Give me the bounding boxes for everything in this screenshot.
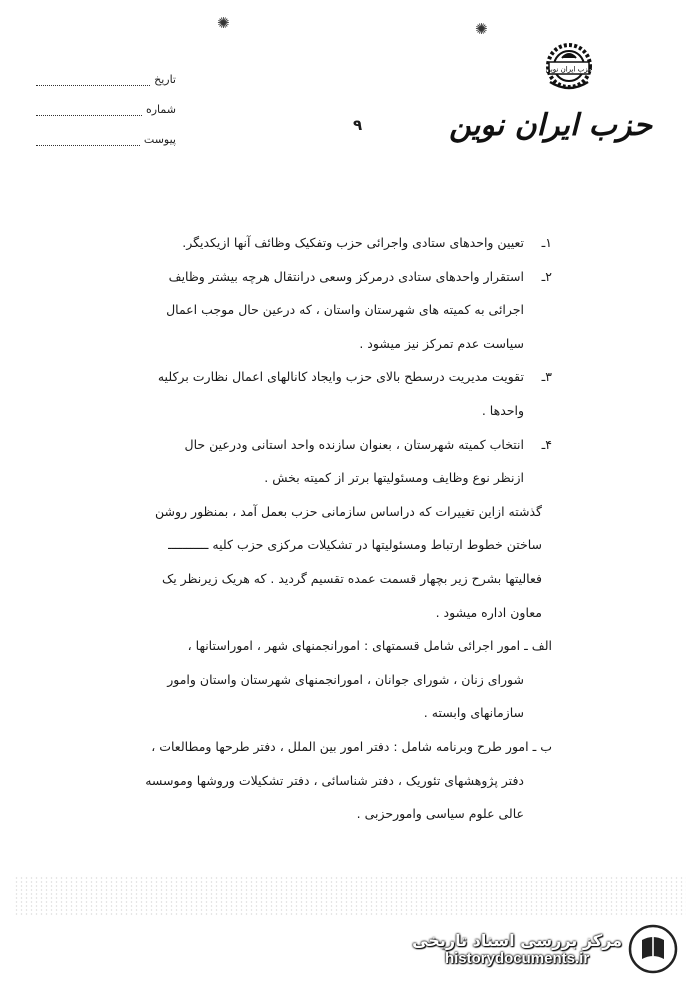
watermark-url: historydocuments.ir xyxy=(444,950,590,967)
text-line: اجرائی به کمیته های شهرستان واستان ، که درعین حال موجب اعمال xyxy=(166,302,524,318)
text-line: شورای زنان ، شورای جوانان ، امورانجمنهای شهرستان واستان وامور xyxy=(167,671,524,687)
text-line: الف ـامور اجرائی شامل قسمتهای : امورانجمنهای شهر ، اموراستانها ، xyxy=(187,638,552,654)
ink-mark-icon: ✺ xyxy=(475,20,488,38)
text-line: سازمانهای وابسته . xyxy=(423,705,524,721)
text-line: ۲ـاستقرار واحدهای ستادی درمرکز وسعی درانتقال هرچه بیشتر وظایف xyxy=(168,268,552,284)
text-line: دفتر پژوهشهای تئوریک ، دفتر شناسائی ، دفتر تشکیلات وروشها وموسسه xyxy=(145,772,524,788)
text-line: سیاست عدم تمرکز نیز میشود . xyxy=(359,335,524,351)
document-body xyxy=(132,226,552,831)
number-label: شماره xyxy=(145,103,176,116)
text-line: واحدها . xyxy=(481,402,524,418)
date-field xyxy=(36,56,176,86)
party-emblem-icon xyxy=(540,42,598,96)
attachment-field xyxy=(36,116,176,146)
text-line: ۱ـتعیین واحدهای ستادی واجرائی حزب وتفکیک وظائف آنها ازیکدیگر. xyxy=(182,235,552,250)
date-label: تاریخ xyxy=(154,73,176,86)
text-line: ساختن خطوط ارتباط ومسئولیتها در تشکیلات مرکزی حزب کلیه ـــــــــــ xyxy=(168,537,542,553)
text-line: فعالیتها بشرح زیر بچهار قسمت عمده تقسیم گردید . که هریک زیرنظر یک xyxy=(162,570,542,586)
text-line: گذشته ازاین تغییرات که دراساس سازمانی حزب بعمل آمد ، بمنظور روشن xyxy=(155,503,542,519)
page-number: ۹ xyxy=(353,116,363,134)
scan-noise xyxy=(14,876,686,916)
text-line: معاون اداره میشود . xyxy=(435,604,542,620)
watermark-title: مرکز بررسی اسناد تاریخی xyxy=(412,931,622,950)
header-fields xyxy=(36,56,176,146)
watermark xyxy=(412,922,678,976)
party-name-logo: حزب ایران نوین xyxy=(449,108,652,143)
text-line: ازنظر نوع وظایف ومسئولیتها برتر از کمیته بخش . xyxy=(264,470,524,486)
text-line: ۳ـتقویت مدیریت درسطح بالای حزب وایجاد کانالهای اعمال نظارت برکلیه xyxy=(157,369,552,385)
number-field xyxy=(36,86,176,116)
svg-text:حزب ایران نوین: حزب ایران نوین xyxy=(545,65,593,74)
archive-logo-icon xyxy=(628,924,678,974)
text-line: عالی علوم سیاسی وامورحزبی . xyxy=(356,806,524,822)
text-line: ب ـامور طرح وبرنامه شامل : دفتر امور بین الملل ، دفتر طرحها ومطالعات ، xyxy=(151,738,552,754)
attachment-label: پیوست xyxy=(143,133,176,146)
text-line: ۴ـانتخاب کمیته شهرستان ، بعنوان سازنده واحد استانی ودرعین حال xyxy=(184,436,552,452)
ink-mark-icon: ✺ xyxy=(217,14,230,32)
